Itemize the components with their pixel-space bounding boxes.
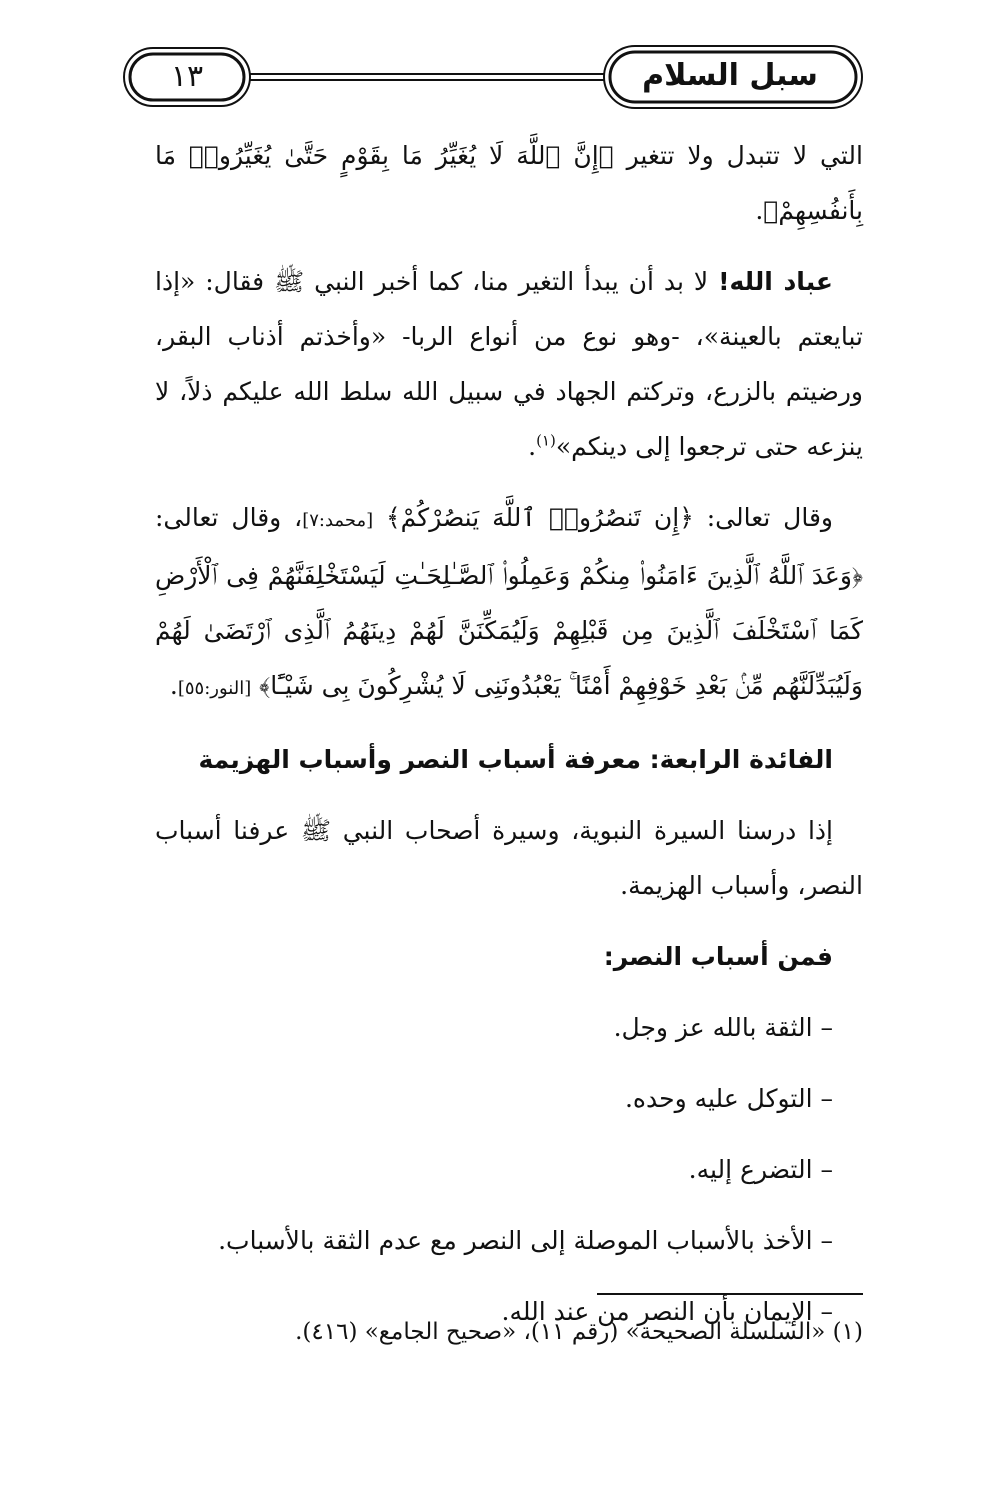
list-item: – الإيمان بأن النصر من عند الله. (501, 1297, 833, 1326)
list-item: – الثقة بالله عز وجل. (613, 1013, 833, 1042)
paragraph-2-end: . (528, 432, 537, 461)
quran-reference-1: [محمد:٧] (302, 510, 374, 531)
paragraph-1: التي لا تتبدل ولا تتغير ﴿إِنَّ ٱللَّهَ لَا يُغَيِّرُ مَا بِقَوْمٍ حَتَّىٰ يُغَيِّرُوا۟ مَا بِأَنفُسِهِمْ﴾. (155, 141, 863, 225)
list-heading: فمن أسباب النصر: (603, 942, 833, 971)
section-heading-text: معرفة أسباب النصر وأسباب الهزيمة (198, 745, 650, 774)
footnote-reference: (١) (536, 431, 556, 450)
paragraph-3-text-b: ، وقال تعالى: ﴿وَعَدَ ٱللَّهُ ٱلَّذِينَ ءَامَنُوا۟ مِنكُمْ وَعَمِلُوا۟ ٱلصَّـٰلِحَـٰتِ لَيَسْتَخْلِفَنَّهُمْ فِى ٱلْأَرْضِ كَمَا ٱسْتَخْلَفَ ٱلَّذِينَ مِن قَبْلِهِمْ وَلَيُمَكِّنَنَّ لَهُمْ دِينَهُمُ ٱلَّذِى ٱرْتَضَىٰ لَهُمْ وَلَيُبَدِّلَنَّهُم مِّنۢ بَعْدِ خَوْفِهِمْ أَمْنًا ۚ يَعْبُدُونَنِى لَا يُشْرِكُونَ بِى شَيْـًٔا﴾ (155, 503, 863, 700)
list-item: – الأخذ بالأسباب الموصلة إلى النصر مع عدم الثقة بالأسباب. (218, 1226, 833, 1255)
paragraph-5: إذا درسنا السيرة النبوية، وسيرة أصحاب النبي ﷺ عرفنا أسباب النصر، وأسباب الهزيمة. (155, 816, 863, 900)
paragraph-2-text: لا بد أن يبدأ التغير منا، كما أخبر النبي ﷺ فقال: «إذا تبايعتم بالعينة»، -وهو نوع من أنواع الربا- «وأخذتم أذناب البقر، ورضيتم بالزرع، وتركتم الجهاد في سبيل الله سلط الله عليكم ذلاً، لا ينزعه حتى ترجعوا إلى دينكم» (155, 267, 863, 461)
section-heading-lead: الفائدة الرابعة: (649, 745, 833, 774)
paragraph-2 (155, 254, 863, 474)
paragraph-3-end: . (169, 671, 178, 700)
paragraph-3-text-a: وقال تعالى: ﴿إِن تَنصُرُوا۟ ٱللَّهَ يَنصُرْكُمْ﴾ (373, 503, 833, 532)
page-header (118, 42, 866, 112)
list-item: – التوكل عليه وحده. (624, 1084, 833, 1113)
footnote-divider (597, 1293, 863, 1295)
quran-reference-2: [النور:٥٥] (177, 678, 252, 699)
page-number: ١٣ (170, 59, 204, 94)
list-item: – التضرع إليه. (688, 1155, 833, 1184)
address-phrase: عباد الله! (718, 267, 833, 296)
paragraph-3 (155, 490, 863, 716)
section-heading (155, 732, 863, 787)
book-title: سبل السلام (642, 58, 818, 93)
footnote: (١) «السلسلة الصحيحة» (رقم ١١)، «صحيح الجامع» (٤١٦). (295, 1319, 863, 1345)
main-text (155, 128, 863, 1355)
